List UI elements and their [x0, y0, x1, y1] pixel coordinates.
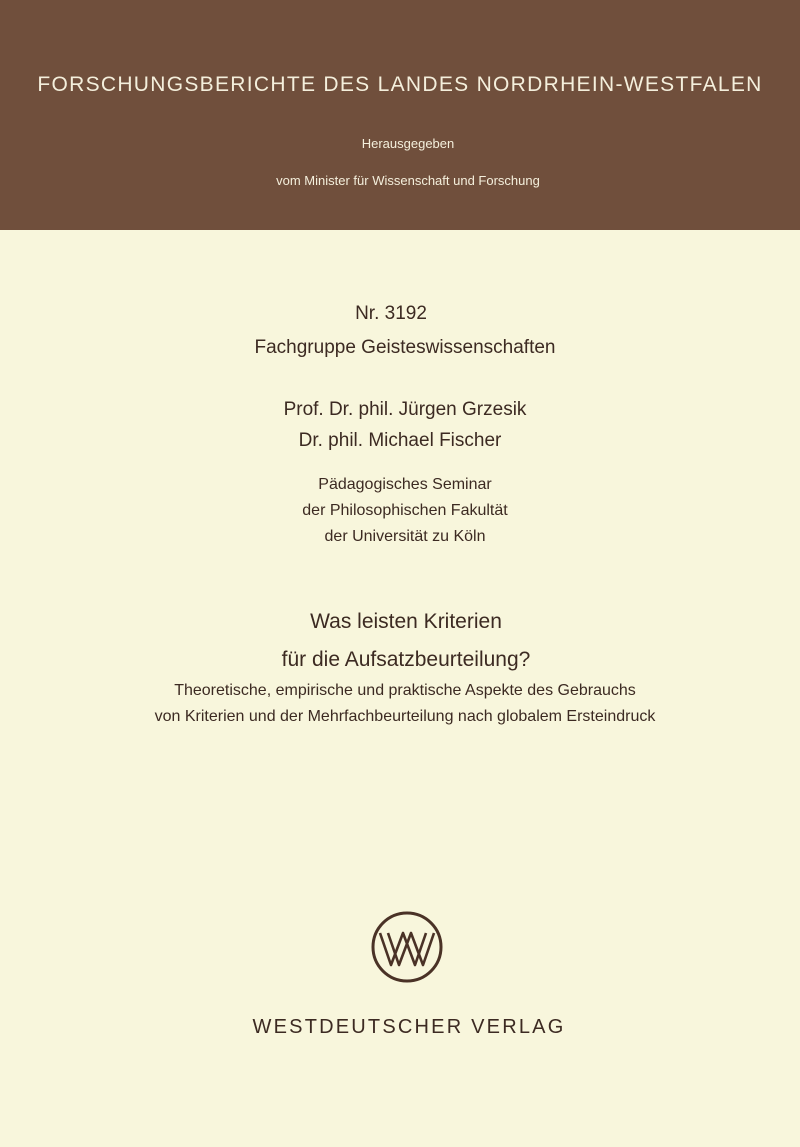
subject-group: Fachgruppe Geisteswissenschaften: [254, 337, 556, 358]
subtitle-line-1: Theoretische, empirische und praktische Aspekte des Gebrauchs: [174, 682, 636, 699]
institution-line-2: der Philosophischen Fakultät: [302, 502, 508, 519]
editor-line-2: vom Minister für Wissenschaft und Forschung: [276, 173, 540, 188]
institution-line-1: Pädagogisches Seminar: [318, 476, 492, 493]
editor-line-1: Herausgegeben: [361, 136, 455, 151]
book-subtitle: [0, 678, 800, 730]
book-title-line-1: Was leisten Kriterien: [310, 610, 502, 633]
header-band: [0, 0, 800, 230]
institution: [0, 472, 800, 550]
institution-line-3: der Universität zu Köln: [324, 528, 486, 545]
series-title: FORSCHUNGSBERICHTE DES LANDES NORDRHEIN-WESTFALEN: [37, 73, 763, 96]
publisher-name: WESTDEUTSCHER VERLAG: [252, 1016, 566, 1038]
author-1: Prof. Dr. phil. Jürgen Grzesik: [283, 399, 527, 420]
subtitle-line-2: von Kriterien und der Mehrfachbeurteilung nach globalem Ersteindruck: [154, 708, 656, 725]
author-2: Dr. phil. Michael Fischer: [298, 430, 502, 451]
report-number: Nr. 3192: [355, 303, 427, 324]
westdeutscher-verlag-ww-logo-icon: [371, 911, 443, 983]
book-title-line-2: für die Aufsatzbeurteilung?: [281, 648, 531, 671]
